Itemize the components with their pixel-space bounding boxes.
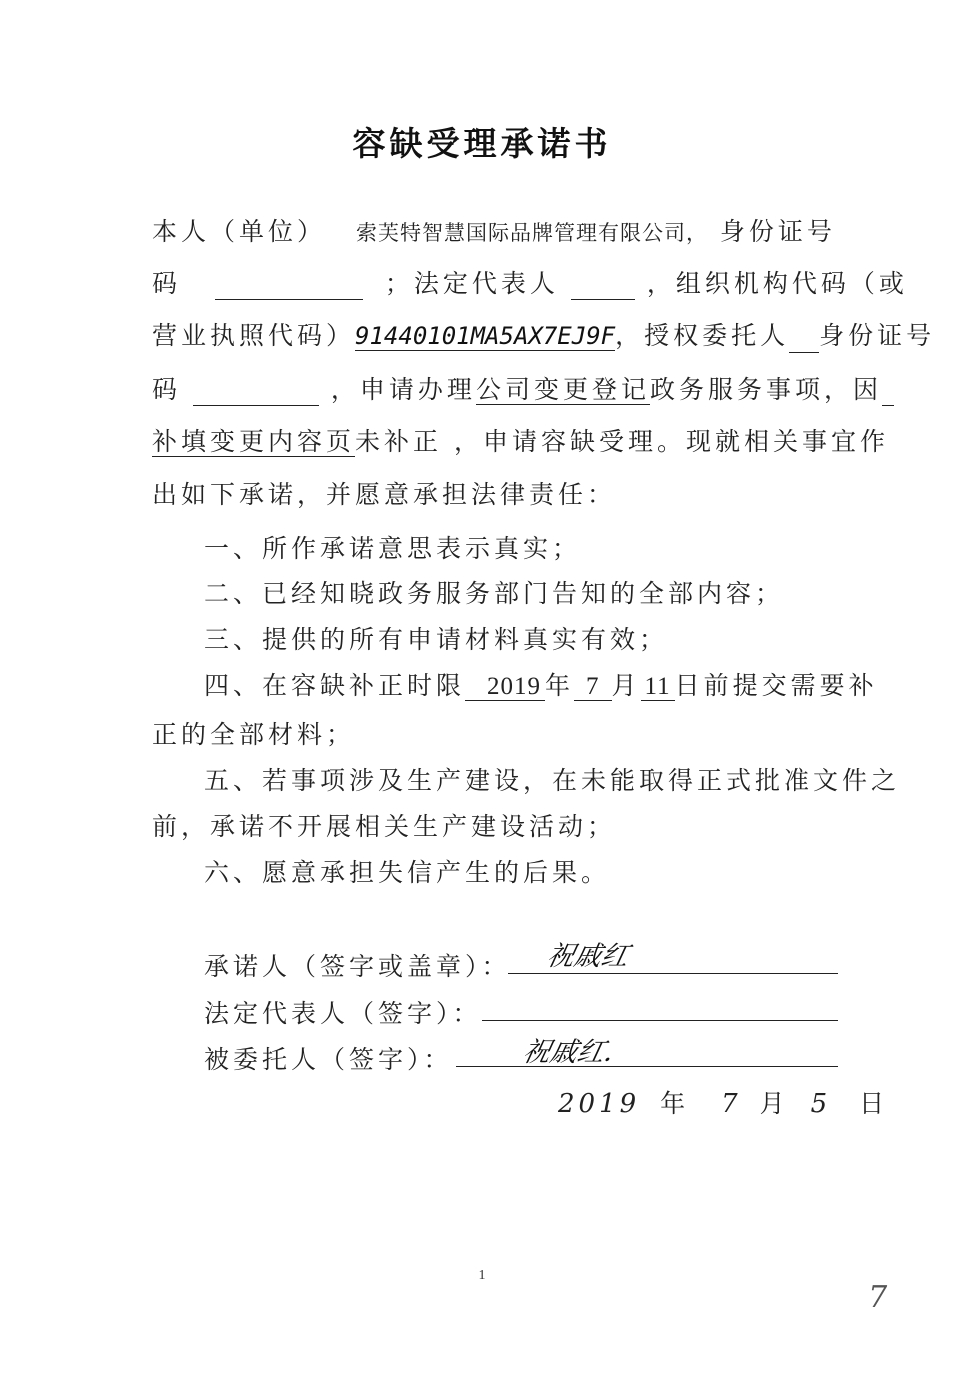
promisor-signature-line: [508, 973, 838, 974]
deadline-year: 2019: [465, 673, 545, 701]
matter-name: 公司变更登记: [475, 375, 650, 404]
commitment-item-4-cont: 正的全部材料；: [152, 720, 356, 749]
promisor-signature: 祝戚红: [544, 941, 632, 972]
reason-text: 补填变更内容页: [152, 427, 356, 456]
sign-date: 2019 年 7 月 5 日: [558, 1089, 889, 1119]
legal-rep-signature-line: [482, 1020, 838, 1021]
sign-date-month: 7: [721, 1089, 742, 1119]
legal-rep-label: 法定代表人（签字）：: [204, 999, 482, 1028]
applicant-label: 本人（单位）: [152, 217, 327, 246]
commitment-item-1: 一、所作承诺意思表示真实；: [204, 534, 582, 563]
body-line-6: 出如下承诺，并愿意承担法律责任：: [152, 480, 617, 509]
body-line-5: 补填变更内容页未补正 ，申请容缺受理。现就相关事宜作: [152, 427, 889, 456]
body-line-3: 营业执照代码）91440101MA5AX7EJ9F，授权委托人 身份证号: [152, 320, 935, 353]
body-line-2: 码 ；法定代表人 ，组织机构代码（或: [152, 269, 908, 298]
credit-code-handwritten: 91440101MA5AX7EJ9F: [355, 322, 616, 350]
legal-rep-blank: [571, 273, 635, 300]
company-name: 索芙特智慧国际品牌管理有限公司，: [355, 221, 708, 245]
commitment-item-6: 六、愿意承担失信产生的后果。: [204, 858, 611, 887]
deadline-day: 11: [641, 673, 675, 701]
commitment-item-2: 二、已经知晓政务服务部门告知的全部内容；: [204, 579, 785, 608]
corner-handwritten-mark: 7: [864, 1280, 891, 1315]
id-number-blank: [215, 273, 363, 300]
agent-signature-line: [456, 1066, 838, 1067]
commitment-item-3: 三、提供的所有申请材料真实有效；: [204, 625, 669, 654]
promisor-label: 承诺人（签字或盖章）：: [204, 952, 511, 981]
id-number-label: 身份证号: [719, 217, 836, 246]
page-number: 1: [478, 1268, 486, 1283]
agent-id-blank: [193, 379, 319, 406]
body-line-1: [152, 216, 836, 249]
body-line-4: 码 ，申请办理公司变更登记政务服务事项，因: [152, 374, 894, 406]
sign-date-year: 2019: [558, 1089, 641, 1119]
agent-label: 被委托人（签字）：: [204, 1045, 453, 1074]
commitment-item-5: 五、若事项涉及生产建设，在未能取得正式批准文件之: [204, 766, 901, 795]
agent-signature: 祝戚红．: [520, 1037, 635, 1068]
deadline-month: 7: [574, 673, 612, 701]
sign-date-day: 5: [810, 1089, 832, 1119]
document-title: 容缺受理承诺书: [352, 124, 612, 163]
commitment-item-5-cont: 前，承诺不开展相关生产建设活动；: [152, 812, 617, 841]
agent-blank: [789, 326, 819, 353]
commitment-item-4: 四、在容缺补正时限 2019 年 7 月 11 日前提交需要补: [204, 671, 878, 700]
